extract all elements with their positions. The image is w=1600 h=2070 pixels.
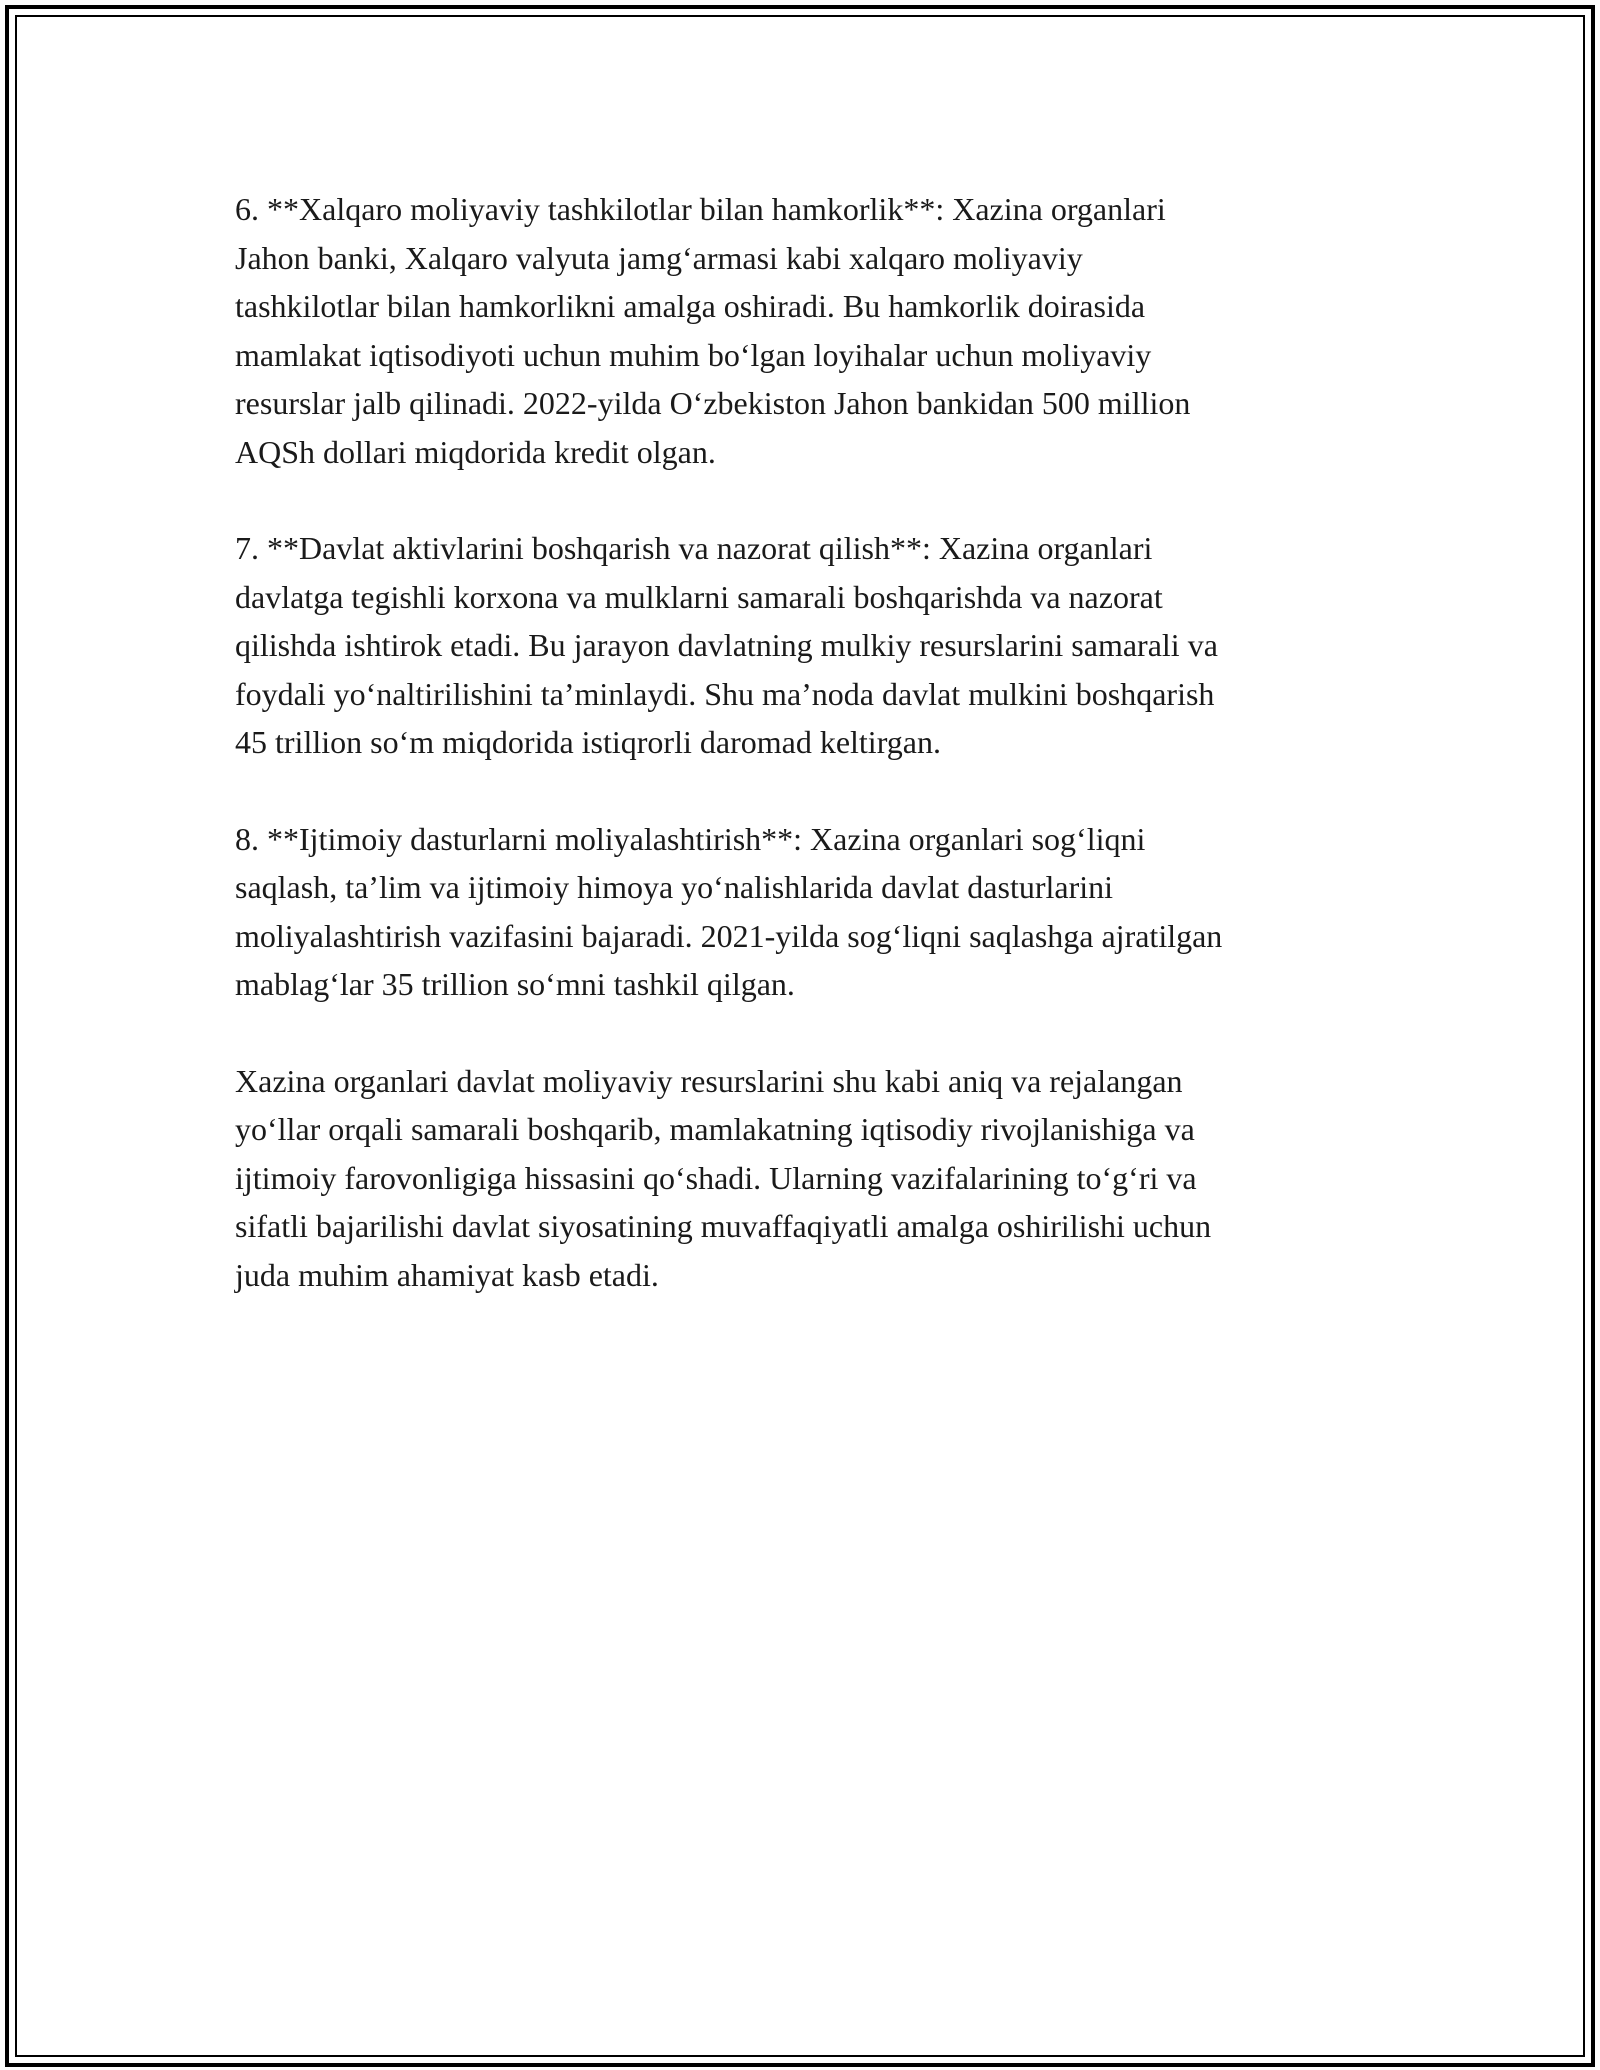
paragraph-state-assets-management: 7. **Davlat aktivlarini boshqarish va nazorat qilish**: Xazina organlari davlatga tegishli korxona va mulklarni samarali boshqarishda va nazorat qilishda ishtirok etadi. Bu jarayon davlatning mulkiy resurslarini samarali va foydali yo‘naltirilishini ta’minlaydi. Shu ma’noda davlat mulkini boshqarish 45 trillion so‘m miqdorida istiqrorli daromad keltirgan.	[235, 530, 1218, 760]
paragraph-conclusion: Xazina organlari davlat moliyaviy resurslarini shu kabi aniq va rejalangan yo‘llar orqali samarali boshqarib, mamlakatning iqtisodiy rivojlanishiga va ijtimoiy farovonligiga hissasini qo‘shadi. Ularning vazifalarining to‘g‘ri va sifatli bajarilishi davlat siyosatining muvaffaqiyatli amalga oshirilishi uchun juda muhim ahamiyat kasb etadi.	[235, 1062, 1212, 1293]
document-body	[235, 185, 1395, 1347]
paragraph-social-programs-financing: 8. **Ijtimoiy dasturlarni moliyalashtirish**: Xazina organlari sog‘liqni saqlash, ta’lim va ijtimoiy himoya yo‘nalishlarida davlat dasturlarini moliyalashtirish vazifasini bajaradi. 2021-yilda sog‘liqni saqlashga ajratilgan mablag‘lar 35 trillion so‘mni tashkil qilgan.	[235, 820, 1223, 1002]
paragraph-international-cooperation: 6. **Xalqaro moliyaviy tashkilotlar bilan hamkorlik**: Xazina organlari Jahon banki, Xalqaro valyuta jamg‘armasi kabi xalqaro moliyaviy tashkilotlar bilan hamkorlikni amalga oshiradi. Bu hamkorlik doirasida mamlakat iqtisodiyoti uchun muhim bo‘lgan loyihalar uchun moliyaviy resurslar jalb qilinadi. 2022-yilda O‘zbekiston Jahon bankidan 500 million AQSh dollari miqdorida kredit olgan.	[235, 191, 1191, 470]
